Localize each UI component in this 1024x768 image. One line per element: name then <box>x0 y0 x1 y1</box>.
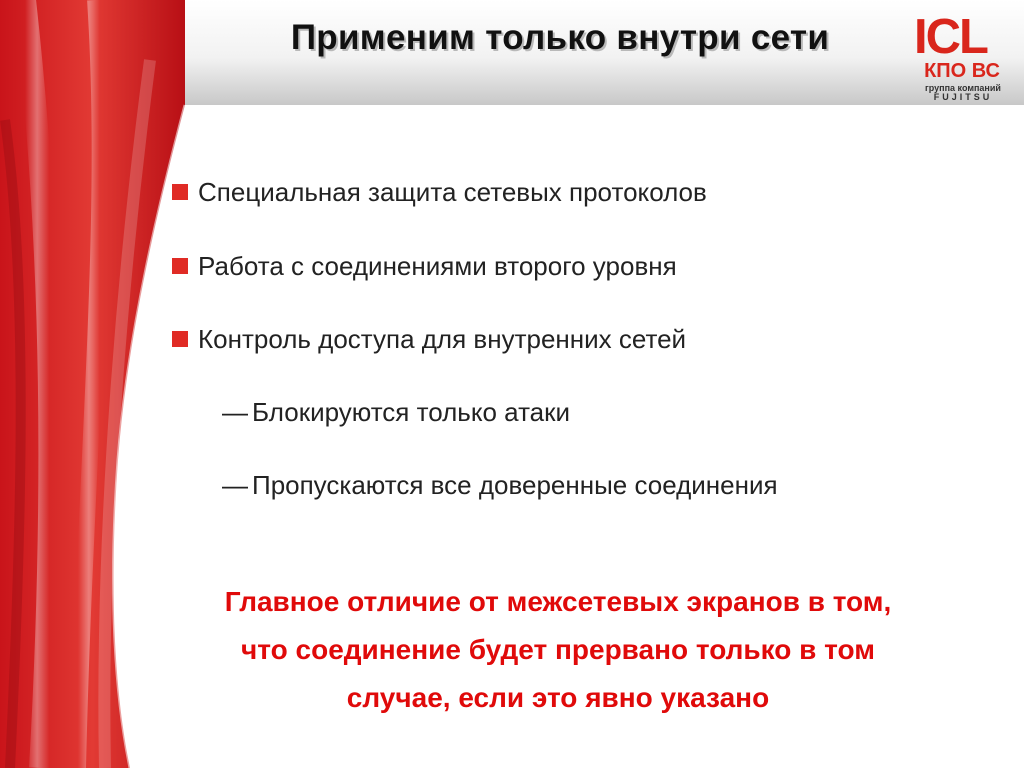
icl-logo <box>912 10 1014 102</box>
sub-item-text: Пропускаются все доверенные соединения <box>252 470 778 500</box>
bullet-square-icon <box>172 331 188 347</box>
bullet-item <box>172 324 686 354</box>
bullet-text: Контроль доступа для внутренних сетей <box>198 324 687 354</box>
sub-item <box>222 470 778 500</box>
bullet-square-icon <box>172 258 188 274</box>
dash-marker: — <box>222 397 248 427</box>
bullet-item <box>172 177 707 207</box>
logo-partner-text: FUJITSU <box>933 92 993 102</box>
logo-mark: ICL <box>914 10 987 64</box>
highlight-line: Главное отличие от межсетевых экранов в том, <box>224 586 892 617</box>
highlight-statement <box>120 578 996 722</box>
highlight-line: случае, если это явно указано <box>346 682 770 713</box>
sub-item <box>222 397 570 427</box>
bullet-text: Специальная защита сетевых протоколов <box>198 177 707 207</box>
logo-subtitle: КПО ВС <box>924 60 1000 82</box>
dash-marker: — <box>222 470 248 500</box>
slide-title: Применим только внутри сети <box>290 18 830 57</box>
bullet-text: Работа с соединениями второго уровня <box>198 251 677 281</box>
logo-group-text: группа компаний <box>925 83 1001 93</box>
bullet-item <box>172 251 677 281</box>
bullet-square-icon <box>172 184 188 200</box>
sub-item-text: Блокируются только атаки <box>252 397 571 427</box>
highlight-line: что соединение будет прервано только в том <box>241 634 875 665</box>
